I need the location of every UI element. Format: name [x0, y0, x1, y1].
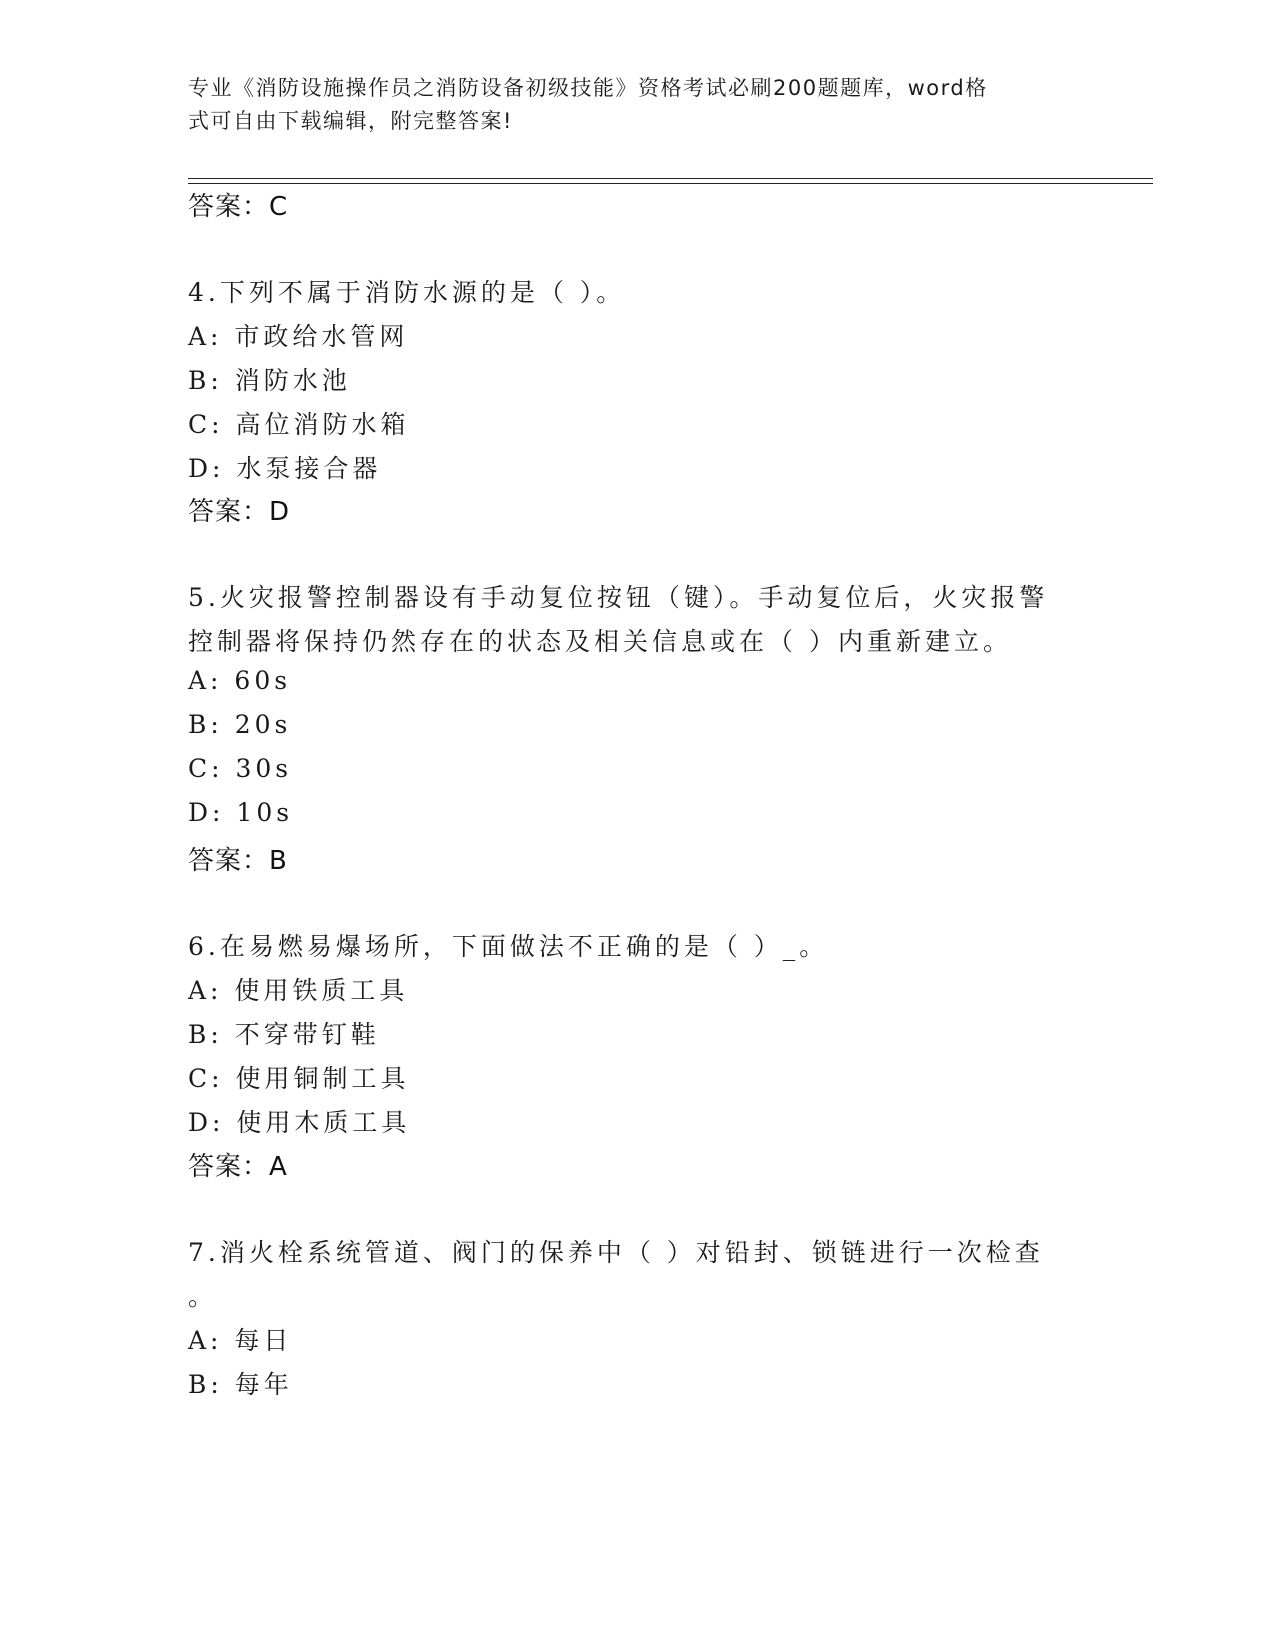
- question-5-stem-line-1: 5.火灾报警控制器设有手动复位按钮（键）。手动复位后，火灾报警: [188, 583, 1049, 612]
- question-7-stem-line-1: 7.消火栓系统管道、阀门的保养中（ ）对铅封、锁链进行一次检查: [188, 1238, 1044, 1267]
- question-6-option-d: D: 使用木质工具: [188, 1108, 411, 1137]
- question-5-option-c: C: 30s: [188, 754, 293, 783]
- question-5-option-a: A: 60s: [188, 666, 292, 695]
- question-4-option-a: A: 市政给水管网: [188, 322, 409, 351]
- question-5-option-d: D: 10s: [188, 798, 294, 827]
- question-7-stem-line-2: 。: [188, 1282, 218, 1311]
- question-4-stem: 4.下列不属于消防水源的是（ ）。: [188, 278, 626, 307]
- answer-q3: 答案：C: [188, 192, 289, 222]
- question-7-option-b: B: 每年: [188, 1370, 293, 1399]
- document-header: [188, 72, 1068, 138]
- answer-q6: 答案：A: [188, 1152, 288, 1182]
- answer-q4: 答案：D: [188, 497, 291, 527]
- question-7-option-a: A: 每日: [188, 1326, 293, 1355]
- question-4-option-b: B: 消防水池: [188, 366, 351, 395]
- question-6-option-b: B: 不穿带钉鞋: [188, 1020, 380, 1049]
- header-line-2: 式可自由下载编辑，附完整答案!: [188, 109, 513, 133]
- question-5-stem-line-2: 控制器将保持仍然存在的状态及相关信息或在（ ）内重新建立。: [188, 627, 1012, 656]
- question-4-option-d: D: 水泵接合器: [188, 454, 382, 483]
- header-divider-bottom: [188, 183, 1153, 184]
- question-5-option-b: B: 20s: [188, 710, 292, 739]
- question-6-stem: 6.在易燃易爆场所，下面做法不正确的是（ ）_。: [188, 932, 829, 961]
- question-4-option-c: C: 高位消防水箱: [188, 410, 410, 439]
- question-6-option-c: C: 使用铜制工具: [188, 1064, 410, 1093]
- header-line-1: 专业《消防设施操作员之消防设备初级技能》资格考试必刷200题题库，word格: [188, 76, 988, 100]
- answer-q5: 答案：B: [188, 846, 288, 876]
- question-6-option-a: A: 使用铁质工具: [188, 976, 409, 1005]
- header-divider-top: [188, 178, 1153, 179]
